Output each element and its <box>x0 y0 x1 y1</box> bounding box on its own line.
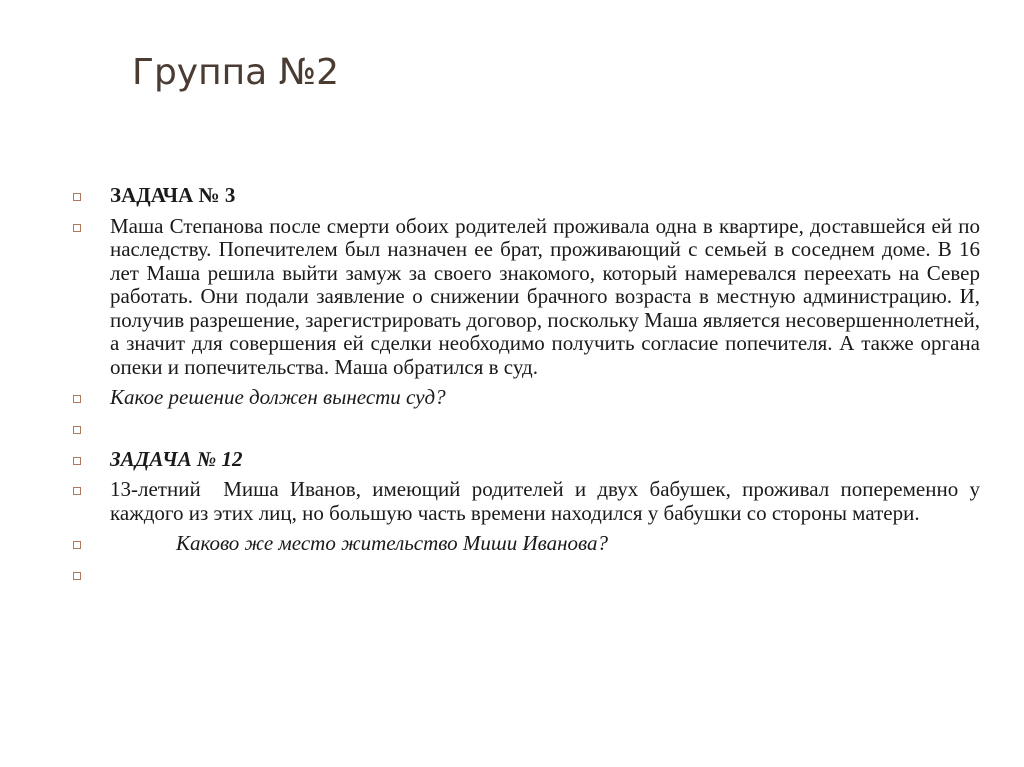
task-3-heading: ЗАДАЧА № 3 <box>110 183 236 207</box>
list-item-empty <box>70 417 980 441</box>
list-item <box>70 386 980 410</box>
square-bullet-icon <box>73 487 81 495</box>
square-bullet-icon <box>73 541 81 549</box>
task-3-description: Маша Степанова после смерти обоих родителей проживала одна в квартире, доставшейся ей по наследству. Попечителем был назначен ее брат, проживающий с семьей в соседнем доме. В 16 лет Маша решила выйти замуж за своего знакомого, который намеревался переехать на Север работать. Они подали заявление о снижении брачного возраста в местную администрацию. И, получив разрешение, зарегистрировать договор, поскольку Маша является несовершеннолетней, а значит для совершения ей сделки необходимо получить согласие попечителя. А также органа опеки и попечительства. Маша обратился в суд. <box>110 213 980 379</box>
square-bullet-icon <box>73 224 81 232</box>
bullet-list <box>70 183 986 594</box>
list-item <box>70 184 980 208</box>
task-12-description: 13-летний Миша Иванов, имеющий родителей и двух бабушек, проживал попеременно у каждого из этих лиц, но большую часть времени находился у бабушки со стороны матери. <box>110 477 986 525</box>
task-3-question: Какое решение должен вынести суд? <box>110 385 446 409</box>
list-item-empty <box>70 563 980 587</box>
task-12-question: Каково же место жительство Миши Иванова? <box>176 531 608 555</box>
square-bullet-icon <box>73 426 81 434</box>
square-bullet-icon <box>73 572 81 580</box>
task-12-heading: ЗАДАЧА № 12 <box>110 446 243 471</box>
slide-title: Группа №2 <box>132 52 340 93</box>
square-bullet-icon <box>73 395 81 403</box>
list-item <box>70 532 980 556</box>
list-item <box>70 215 980 380</box>
list-item <box>70 477 986 525</box>
square-bullet-icon <box>73 457 81 465</box>
list-item <box>70 448 980 472</box>
square-bullet-icon <box>73 193 81 201</box>
